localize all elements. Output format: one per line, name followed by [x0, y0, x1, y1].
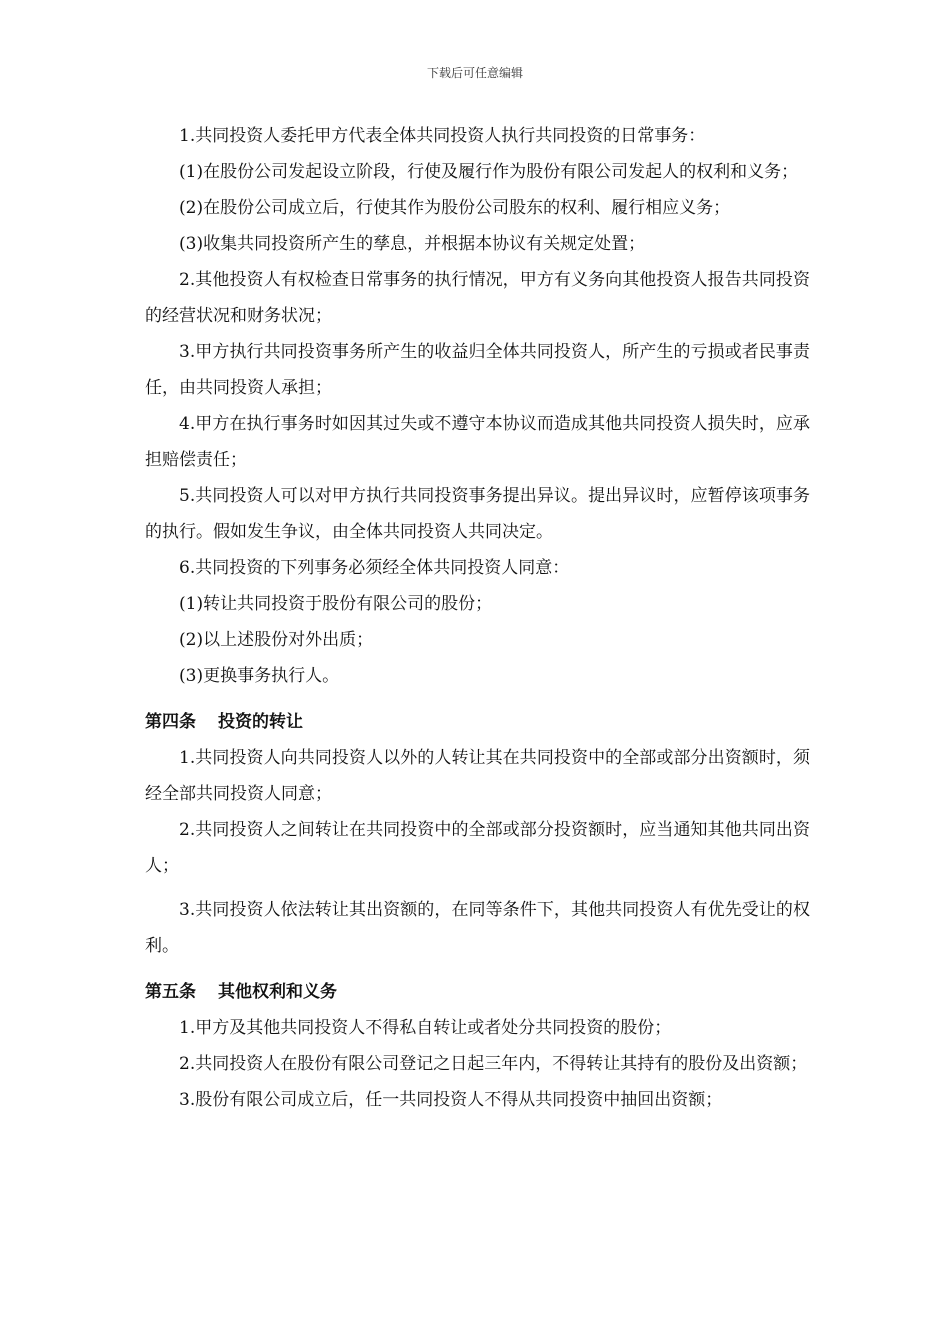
section-heading-5: [145, 974, 810, 1010]
paragraph: 3.甲方执行共同投资事务所产生的收益归全体共同投资人，所产生的亏损或者民事责任，由共同投资人承担；: [145, 342, 810, 398]
paragraph: (3)更换事务执行人。: [179, 666, 340, 686]
paragraph: 2.其他投资人有权检查日常事务的执行情况，甲方有义务向其他投资人报告共同投资的经营状况和财务状况；: [145, 270, 810, 326]
section-title: 其他权利和义务: [218, 982, 337, 1002]
paragraph: 6.共同投资的下列事务必须经全体共同投资人同意：: [179, 558, 570, 578]
paragraph: (3)收集共同投资所产生的孳息，并根据本协议有关规定处置；: [179, 234, 646, 254]
paragraph: (1)转让共同投资于股份有限公司的股份；: [179, 594, 493, 614]
paragraph: (2)在股份公司成立后，行使其作为股份公司股东的权利、履行相应义务；: [179, 198, 731, 218]
section-title: 投资的转让: [218, 712, 303, 732]
paragraph: 2.共同投资人之间转让在共同投资中的全部或部分投资额时，应当通知其他共同出资人；: [145, 820, 810, 876]
paragraph: 1.甲方及其他共同投资人不得私自转让或者处分共同投资的股份；: [179, 1018, 672, 1038]
paragraph: 1.共同投资人向共同投资人以外的人转让其在共同投资中的全部或部分出资额时，须经全部共同投资人同意；: [145, 748, 810, 804]
section-number: 第四条: [145, 712, 196, 732]
paragraph: (1)在股份公司发起设立阶段，行使及履行作为股份有限公司发起人的权利和义务；: [179, 162, 799, 182]
paragraph: 1.共同投资人委托甲方代表全体共同投资人执行共同投资的日常事务：: [179, 126, 706, 146]
section-heading-4: [145, 704, 810, 740]
paragraph: (2)以上述股份对外出质；: [179, 630, 374, 650]
page-header: 下载后可任意编辑: [426, 66, 523, 80]
document-body: [145, 118, 810, 1118]
paragraph: 5.共同投资人可以对甲方执行共同投资事务提出异议。提出异议时，应暂停该项事务的执行。假如发生争议，由全体共同投资人共同决定。: [145, 486, 810, 542]
section-number: 第五条: [145, 982, 196, 1002]
paragraph: 2.共同投资人在股份有限公司登记之日起三年内，不得转让其持有的股份及出资额；: [179, 1054, 808, 1074]
paragraph: 4.甲方在执行事务时如因其过失或不遵守本协议而造成其他共同投资人损失时，应承担赔偿责任；: [145, 414, 810, 470]
paragraph: 3.共同投资人依法转让其出资额的，在同等条件下，其他共同投资人有优先受让的权利。: [145, 900, 810, 956]
paragraph: 3.股份有限公司成立后，任一共同投资人不得从共同投资中抽回出资额；: [179, 1090, 723, 1110]
